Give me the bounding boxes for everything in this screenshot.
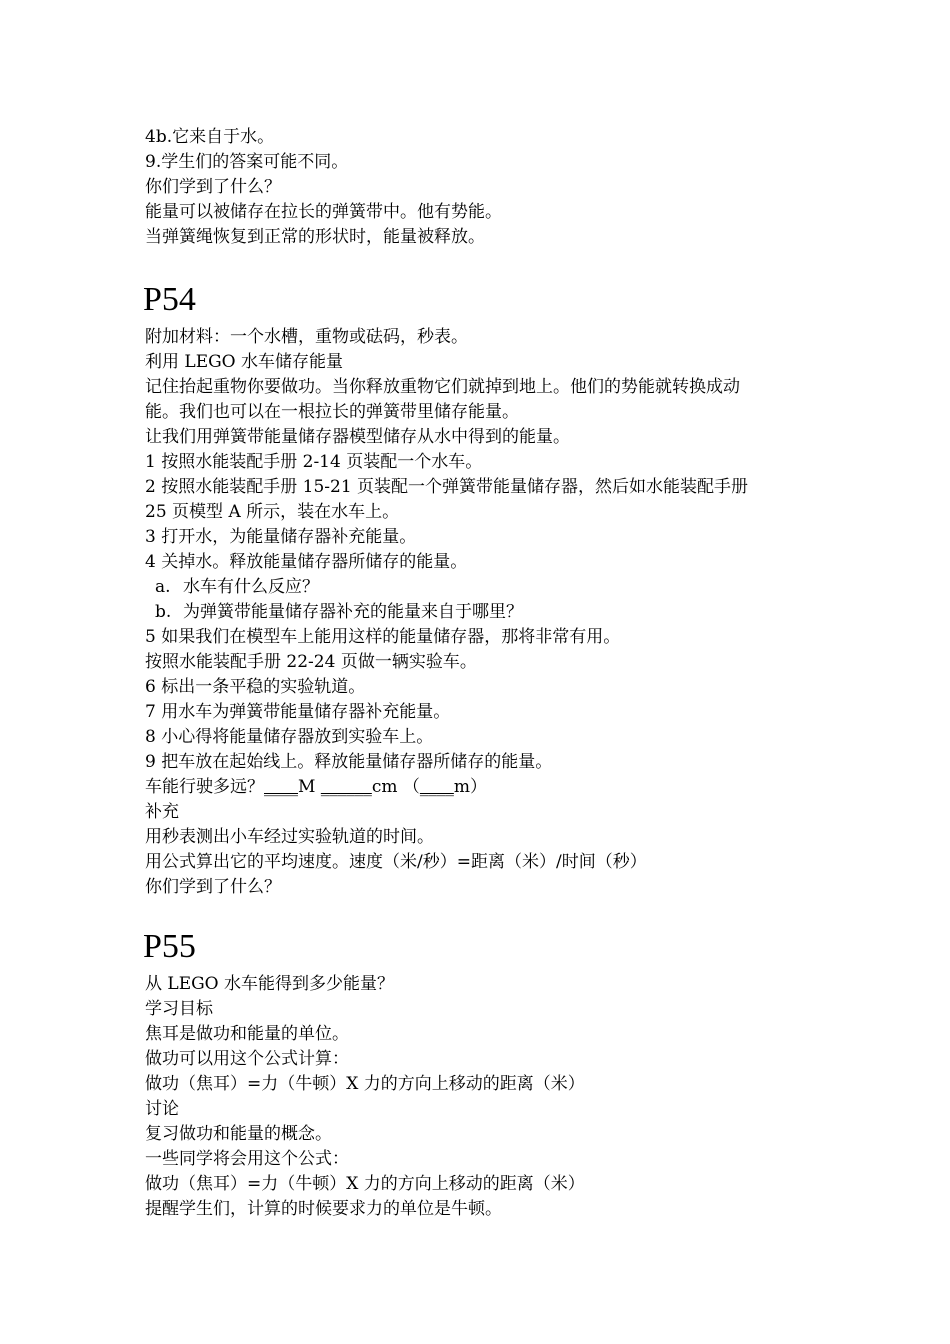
text-line: 记住抬起重物你要做功。当你释放重物它们就掉到地上。他们的势能就转换成动 <box>145 377 740 397</box>
blank-field[interactable]: ______ <box>320 777 372 797</box>
text-line: 学习目标 <box>145 999 213 1019</box>
list-item-text: 水车有什么反应？ <box>183 577 319 597</box>
text-line: 利用 LEGO 水车储存能量 <box>145 352 344 372</box>
text-line: 3 打开水，为能量储存器补充能量。 <box>145 527 417 547</box>
text-line: 复习做功和能量的概念。 <box>145 1124 332 1144</box>
text-line: 做功可以用这个公式计算： <box>145 1049 349 1069</box>
text-line: 7 用水车为弹簧带能量储存器补充能量。 <box>145 702 451 722</box>
text-line: 一些同学将会用这个公式： <box>145 1149 349 1169</box>
text-line: 8 小心得将能量储存器放到实验车上。 <box>145 727 434 747</box>
text-line: 5 如果我们在模型车上能用这样的能量储存器，那将非常有用。 <box>145 627 621 647</box>
list-item-text: 为弹簧带能量储存器补充的能量来自于哪里？ <box>183 602 523 622</box>
text-line: 你们学到了什么？ <box>145 877 281 897</box>
section-heading-p55: P55 <box>143 928 196 965</box>
text-line: 附加材料：一个水槽，重物或砝码，秒表。 <box>145 327 468 347</box>
text-line: 1 按照水能装配手册 2-14 页装配一个水车。 <box>145 452 483 472</box>
text-line: 4 关掉水。释放能量储存器所储存的能量。 <box>145 552 468 572</box>
text-line: 9.学生们的答案可能不同。 <box>145 152 349 172</box>
text-line: 做功（焦耳）=力（牛顿）X 力的方向上移动的距离（米） <box>145 1074 585 1094</box>
text-line: 焦耳是做功和能量的单位。 <box>145 1024 349 1044</box>
list-item-a <box>155 575 319 599</box>
text-line: 用秒表测出小车经过实验轨道的时间。 <box>145 827 434 847</box>
list-marker: a. <box>155 577 171 597</box>
text-line: 讨论 <box>145 1099 179 1119</box>
text-line: 用公式算出它的平均速度。速度（米/秒）=距离（米）/时间（秒） <box>145 852 647 872</box>
text-line: 从 LEGO 水车能得到多少能量？ <box>145 974 395 994</box>
text-line: 当弹簧绳恢复到正常的形状时，能量被释放。 <box>145 227 485 247</box>
unit-label: m） <box>453 777 487 797</box>
text-line: 提醒学生们，计算的时候要求力的单位是牛顿。 <box>145 1199 502 1219</box>
text-line: 让我们用弹簧带能量储存器模型储存从水中得到的能量。 <box>145 427 570 447</box>
text-line: 补充 <box>145 802 179 822</box>
text-line: 能量可以被储存在拉长的弹簧带中。他有势能。 <box>145 202 502 222</box>
unit-label: M <box>298 777 316 797</box>
text-line: 4b.它来自于水。 <box>145 127 275 147</box>
text-line: 25 页模型 A 所示，装在水车上。 <box>145 502 400 522</box>
section-heading-p54: P54 <box>143 281 196 318</box>
text-line: 2 按照水能装配手册 15-21 页装配一个弹簧带能量储存器，然后如水能装配手册 <box>145 477 749 497</box>
distance-prefix: 车能行驶多远？ <box>145 777 264 797</box>
list-item-b <box>155 600 523 624</box>
text-line: 你们学到了什么？ <box>145 177 281 197</box>
list-marker: b. <box>155 602 172 622</box>
distance-question <box>145 775 487 799</box>
blank-field[interactable]: ____ <box>419 777 454 797</box>
blank-field[interactable]: ____ <box>264 777 298 797</box>
text-line: 按照水能装配手册 22-24 页做一辆实验车。 <box>145 652 477 672</box>
text-line: 做功（焦耳）=力（牛顿）X 力的方向上移动的距离（米） <box>145 1174 585 1194</box>
text-line: 能。我们也可以在一根拉长的弹簧带里储存能量。 <box>145 402 519 422</box>
text-line: 9 把车放在起始线上。释放能量储存器所储存的能量。 <box>145 752 553 772</box>
text-line: 6 标出一条平稳的实验轨道。 <box>145 677 366 697</box>
unit-label: cm （ <box>371 777 420 797</box>
